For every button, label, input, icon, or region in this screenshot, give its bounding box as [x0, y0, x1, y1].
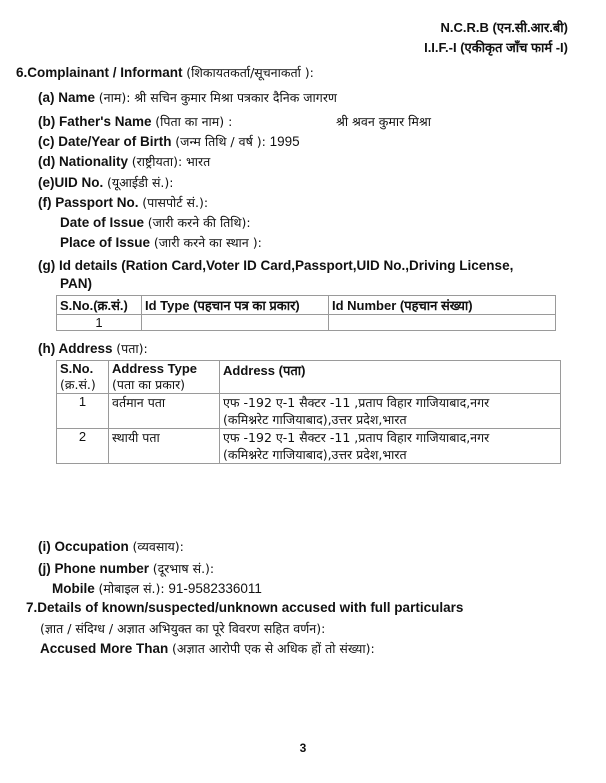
address-row1-type: वर्तमान पता [109, 394, 220, 429]
address-row2-line1: एफ -192 ए-1 सैक्टर -11 ,प्रताप विहार गाजियाबाद,नगर [223, 430, 490, 445]
address-row1-line2: (कमिश्नरेट गाजियाबाद),उत्तर प्रदेश,भारत [223, 412, 407, 427]
passport-label: (f) Passport No. [38, 195, 139, 210]
occupation-label-hi: (व्यवसाय): [132, 539, 184, 554]
id-table-cell-sno: 1 [57, 315, 142, 331]
passport-row [38, 194, 208, 211]
accused-label-hi: (अज्ञात आरोपी एक से अधिक हों तो संख्या): [172, 641, 375, 656]
dob-row [38, 133, 300, 150]
section7-heading-hi: (ज्ञात / संदिग्ध / अज्ञात अभियुक्त का पूरे विवरण सहित वर्णन): [40, 621, 326, 636]
name-label: (a) Name [38, 90, 96, 105]
address-label: (h) Address [38, 341, 113, 356]
address-row1-address [220, 394, 561, 429]
id-table-header-type: Id Type (पहचान पत्र का प्रकार) [142, 296, 329, 315]
address-header-sno-hi: (क्र.सं.) [60, 377, 96, 392]
doi-label-hi: (जारी करने की तिथि): [147, 215, 251, 230]
dob-label: (c) Date/Year of Birth [38, 134, 172, 149]
address-table-header-sno [57, 361, 109, 394]
address-row2-address [220, 429, 561, 464]
table-row [57, 315, 556, 331]
phone-label-hi: (दूरभाष सं.): [152, 561, 215, 576]
phone-label: (j) Phone number [38, 561, 149, 576]
nationality-row [38, 153, 210, 170]
father-value: श्री श्रवन कुमार मिश्रा [336, 114, 431, 129]
poi-label-hi: (जारी करने का स्थान ): [153, 235, 262, 250]
accused-label: Accused More Than [40, 641, 169, 656]
address-table [56, 360, 561, 464]
address-row2-line2: (कमिश्नरेट गाजियाबाद),उत्तर प्रदेश,भारत [223, 447, 407, 462]
occupation-row [38, 538, 184, 555]
id-details-label-2: PAN) [60, 276, 92, 291]
poi-row [60, 234, 262, 251]
accused-row [40, 640, 375, 657]
uid-row [38, 174, 173, 191]
id-table-header-number: Id Number (पहचान संख्या) [329, 296, 556, 315]
doi-label: Date of Issue [60, 215, 145, 230]
uid-label-hi: (यूआईडी सं.): [107, 175, 174, 190]
header-ncrb: N.C.R.B (एन.सी.आर.बी) [440, 20, 568, 35]
nationality-label: (d) Nationality [38, 154, 128, 169]
mobile-row [52, 580, 262, 597]
address-header-sno-en: S.No. [60, 361, 94, 376]
passport-label-hi: (पासपोर्ट सं.): [142, 195, 209, 210]
father-row [38, 113, 232, 130]
section6-heading [16, 64, 314, 81]
poi-label: Place of Issue [60, 235, 151, 250]
id-table-cell-type [142, 315, 329, 331]
mobile-label: Mobile [52, 581, 95, 596]
father-label-hi: (पिता का नाम) : [155, 114, 233, 129]
section7-heading: 7.Details of known/suspected/unknown accused with full particulars [26, 600, 464, 615]
doi-row [60, 214, 251, 231]
address-row2-sno: 2 [57, 429, 109, 464]
name-label-hi: (नाम): [98, 90, 131, 105]
address-header-address: Address (पता) [223, 363, 306, 378]
dob-label-hi: (जन्म तिथि / वर्ष ): [175, 134, 266, 149]
address-row1-line1: एफ -192 ए-1 सैक्टर -11 ,प्रताप विहार गाजियाबाद,नगर [223, 395, 490, 410]
section6-heading-en: 6.Complainant / Informant [16, 65, 183, 80]
father-label: (b) Father's Name [38, 114, 152, 129]
section6-heading-hi: (शिकायतकर्ता/सूचनाकर्ता ): [186, 65, 314, 80]
mobile-value: 91-9582336011 [168, 581, 262, 596]
id-table-header-sno: S.No.(क्र.सं.) [57, 296, 142, 315]
address-table-header-address [220, 361, 561, 394]
id-table-header [57, 296, 556, 315]
address-table-header-type [109, 361, 220, 394]
table-row [57, 394, 561, 429]
name-row [38, 89, 337, 106]
occupation-label: (i) Occupation [38, 539, 129, 554]
dob-value: 1995 [269, 134, 300, 149]
address-table-header [57, 361, 561, 394]
address-label-row [38, 340, 148, 357]
page-number: 3 [299, 741, 307, 755]
mobile-label-hi: (मोबाइल सं.): [98, 581, 165, 596]
header-iif: I.I.F.-I (एकीकृत जाँच फार्म -I) [424, 40, 568, 55]
address-header-type-en: Address Type [112, 361, 198, 376]
address-label-hi: (पता): [116, 341, 148, 356]
address-row1-sno: 1 [57, 394, 109, 429]
phone-row [38, 560, 214, 577]
nationality-label-hi: (राष्ट्रीयता): [131, 154, 183, 169]
id-table [56, 295, 556, 331]
nationality-value: भारत [186, 154, 211, 169]
table-row [57, 429, 561, 464]
address-row2-type: स्थायी पता [109, 429, 220, 464]
address-header-type-hi: (पता का प्रकार) [112, 377, 186, 392]
id-table-cell-number [329, 315, 556, 331]
name-value: श्री सचिन कुमार मिश्रा पत्रकार दैनिक जागरण [134, 90, 337, 105]
uid-label: (e)UID No. [38, 175, 104, 190]
id-details-label: (g) Id details (Ration Card,Voter ID Card,Passport,UID No.,Driving License, [38, 258, 514, 273]
